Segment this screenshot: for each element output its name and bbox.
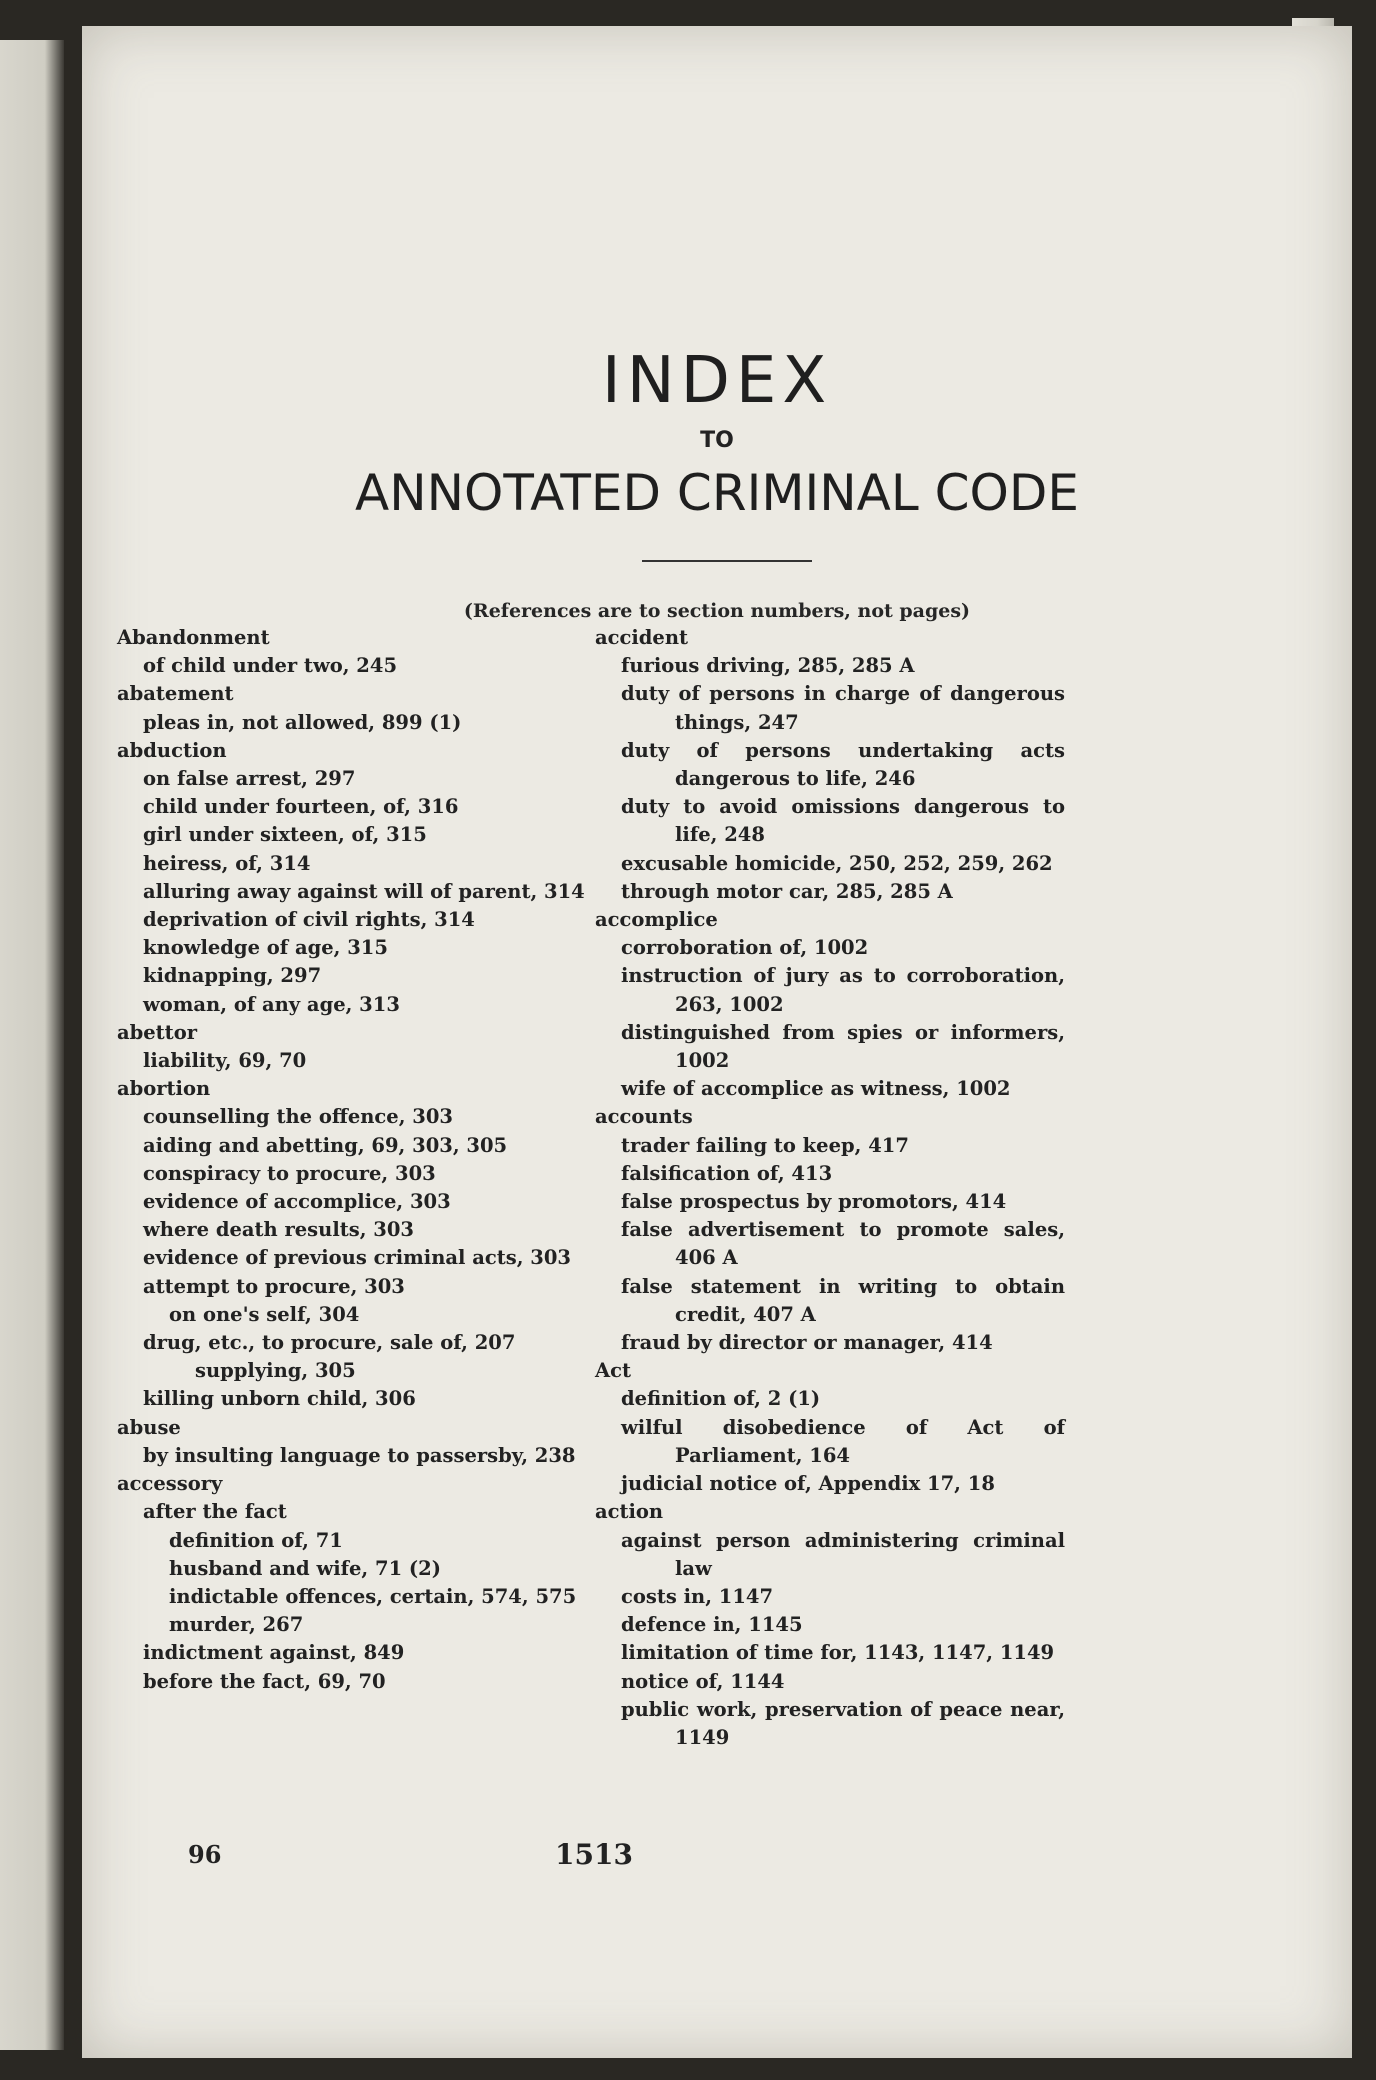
index-subentry: murder, 267 (169, 1613, 304, 1637)
index-subentry: duty of persons undertaking acts dangerous to life, 246 (621, 738, 1065, 791)
index-subentry: aiding and abetting, 69, 303, 305 (143, 1133, 508, 1157)
index-subentry: after the fact (143, 1500, 287, 1524)
index-subentry: before the fact, 69, 70 (143, 1669, 386, 1693)
index-subentry: pleas in, not allowed, 899 (1) (143, 710, 462, 734)
index-subentry: on one's self, 304 (169, 1302, 360, 1326)
index-subentry: defence in, 1145 (621, 1613, 803, 1637)
index-heading: Act (595, 1359, 632, 1383)
index-subentry: falsification of, 413 (621, 1161, 833, 1185)
index-title: INDEX (601, 344, 833, 418)
index-subentry: against person administering criminal law (621, 1528, 1065, 1580)
index-subentry: distinguished from spies or informers, 1002 (621, 1020, 1065, 1073)
index-heading: abettor (117, 1020, 197, 1044)
index-subentry: evidence of previous criminal acts, 303 (143, 1246, 572, 1270)
index-subentry: kidnapping, 297 (143, 964, 322, 988)
index-subentry: false advertisement to promote sales, 406 A (621, 1218, 1065, 1270)
index-subentry: excusable homicide, 250, 252, 259, 262 (621, 851, 1053, 875)
index-to: TO (700, 428, 734, 453)
index-subentry: indictable offences, certain, 574, 575 (169, 1584, 577, 1608)
index-subentry: notice of, 1144 (621, 1669, 785, 1693)
index-subentry: knowledge of age, 315 (143, 936, 388, 960)
index-subentry: by insulting language to passersby, 238 (143, 1443, 576, 1467)
index-heading: Abandonment (117, 626, 270, 649)
index-subentry: husband and wife, 71 (2) (169, 1556, 441, 1580)
index-heading: abatement (117, 682, 234, 706)
index-subentry: conspiracy to procure, 303 (143, 1161, 436, 1185)
index-subentry: public work, preservation of peace near, 1149 (621, 1697, 1065, 1749)
index-subentry: liability, 69, 70 (143, 1049, 307, 1073)
index-subentry: fraud by director or manager, 414 (621, 1331, 993, 1355)
index-heading: abduction (117, 738, 227, 762)
index-heading: accessory (117, 1472, 223, 1496)
index-subentry: false statement in writing to obtain credit, 407 A (621, 1274, 1065, 1326)
folio-left: 96 (188, 1840, 222, 1869)
index-subentry: definition of, 2 (1) (621, 1387, 821, 1411)
index-subentry: corroboration of, 1002 (621, 936, 869, 960)
index-subentry: through motor car, 285, 285 A (621, 879, 953, 903)
index-subentry: killing unborn child, 306 (143, 1387, 416, 1411)
index-subentry: wife of accomplice as witness, 1002 (621, 1077, 1011, 1101)
index-subentry: deprivation of civil rights, 314 (143, 908, 475, 932)
previous-page-edge (0, 40, 64, 2050)
index-subentry: duty of persons in charge of dangerous things, 247 (621, 682, 1065, 734)
index-heading: accident (595, 626, 689, 649)
index-heading: accounts (595, 1105, 693, 1129)
reference-note: (References are to section numbers, not pages) (463, 600, 971, 622)
index-heading: abuse (117, 1415, 181, 1439)
page-number: 1513 (555, 1838, 633, 1871)
index-subentry: drug, etc., to procure, sale of, 207 (143, 1331, 516, 1355)
index-column-left (117, 624, 587, 1696)
index-subtitle: ANNOTATED CRIMINAL CODE (355, 464, 1079, 522)
index-heading: accomplice (595, 908, 718, 932)
index-subentry: alluring away against will of parent, 314 (143, 879, 585, 903)
title-rule (642, 560, 812, 562)
index-subentry: limitation of time for, 1143, 1147, 1149 (621, 1641, 1055, 1665)
index-subentry: instruction of jury as to corroboration, 263, 1002 (621, 964, 1065, 1016)
index-heading: abortion (117, 1077, 211, 1101)
index-subentry: attempt to procure, 303 (143, 1274, 405, 1298)
index-subentry: duty to avoid omissions dangerous to life, 248 (621, 795, 1065, 847)
index-subentry: girl under sixteen, of, 315 (143, 823, 427, 847)
index-column-right (595, 624, 1065, 1752)
index-subentry: on false arrest, 297 (143, 767, 356, 791)
index-subentry: of child under two, 245 (143, 654, 398, 678)
index-subentry: indictment against, 849 (143, 1641, 405, 1665)
index-subentry: judicial notice of, Appendix 17, 18 (621, 1472, 995, 1496)
index-subentry: trader failing to keep, 417 (621, 1133, 909, 1157)
index-subentry: wilful disobedience of Act of Parliament, 164 (621, 1415, 1065, 1467)
index-subentry: furious driving, 285, 285 A (621, 654, 915, 678)
index-subentry: definition of, 71 (169, 1528, 343, 1552)
index-subentry: counselling the offence, 303 (143, 1105, 453, 1129)
index-subentry: evidence of accomplice, 303 (143, 1190, 451, 1214)
index-subentry: child under fourteen, of, 316 (143, 795, 459, 819)
index-subentry: false prospectus by promotors, 414 (621, 1190, 1007, 1214)
index-subentry: where death results, 303 (143, 1218, 415, 1242)
index-subentry: supplying, 305 (195, 1359, 356, 1383)
index-subentry: costs in, 1147 (621, 1584, 774, 1608)
index-subentry: woman, of any age, 313 (143, 992, 400, 1016)
index-subentry: heiress, of, 314 (143, 851, 311, 875)
index-heading: action (595, 1500, 664, 1524)
